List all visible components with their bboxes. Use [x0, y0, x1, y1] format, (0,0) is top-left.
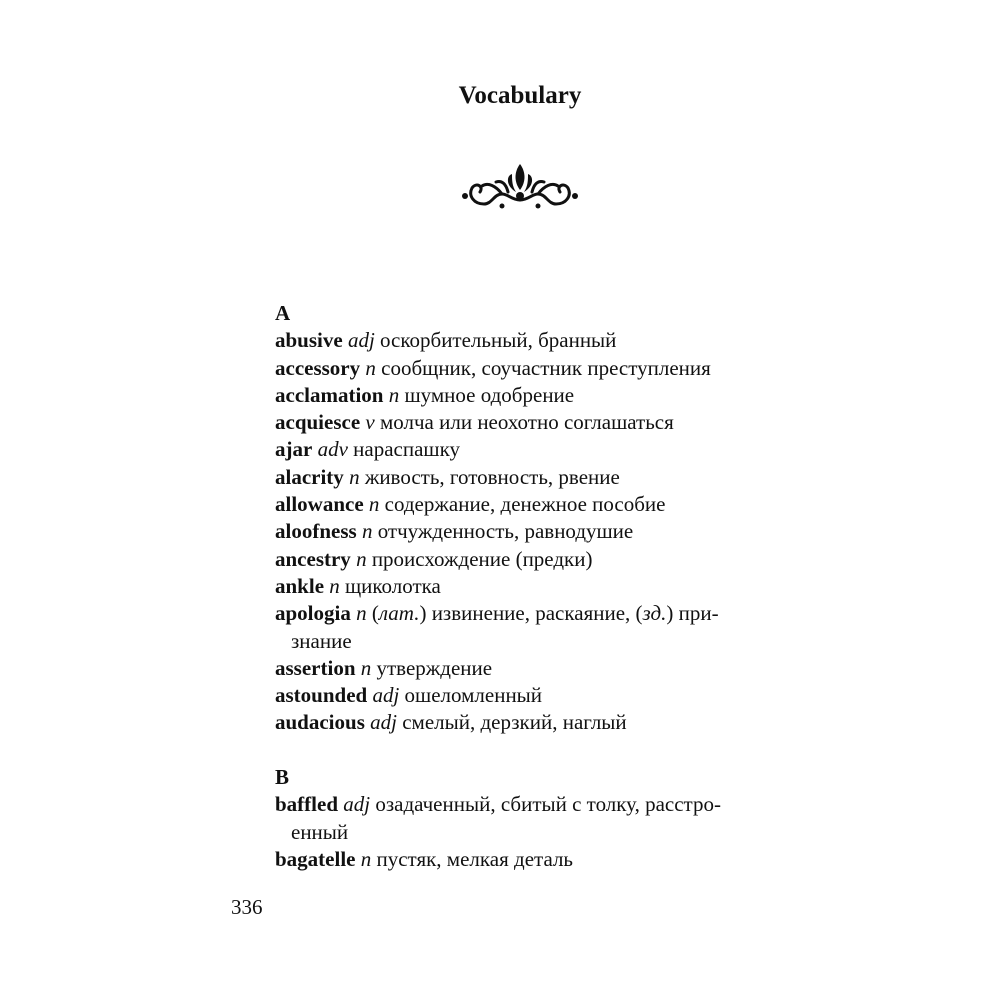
vocabulary-entry [275, 491, 795, 518]
grammar-label: n [360, 655, 372, 680]
definition: содержание, денежное пособие [379, 492, 666, 517]
definition: смелый, дерзкий, наглый [396, 710, 627, 735]
headword: aloofness [275, 519, 357, 544]
section-letter: B [275, 765, 290, 790]
grammar-label: adj [372, 683, 400, 708]
grammar-label: n [388, 382, 400, 407]
vocabulary-entry [275, 655, 795, 682]
grammar-label: n [356, 601, 367, 626]
vocabulary-entry [275, 709, 795, 736]
headword: apologia [275, 601, 351, 626]
definition: ошеломленный [399, 683, 543, 708]
definition: ) при- [666, 601, 719, 626]
definition: сообщник, соучастник преступления [375, 355, 711, 380]
headword: acclamation [275, 382, 384, 407]
headword: acquiesce [275, 410, 361, 435]
grammar-label: adj [343, 792, 371, 817]
entry-continuation: знание [291, 628, 352, 653]
definition: живость, готовность, рвение [359, 464, 620, 489]
definition: утверждение [371, 655, 493, 680]
entry-continuation: енный [291, 819, 349, 844]
grammar-label: adv [317, 437, 348, 462]
vocabulary-entry [275, 436, 795, 463]
grammar-label: v [365, 410, 375, 435]
vocabulary-list [275, 300, 795, 873]
grammar-label: n [365, 355, 376, 380]
grammar-label: adj [347, 328, 375, 353]
definition: нараспашку [347, 437, 460, 462]
definition: отчужденность, равнодушие [372, 519, 634, 544]
grammar-label: n [360, 846, 372, 871]
section-gap [275, 737, 795, 764]
headword: accessory [275, 355, 361, 380]
headword: astounded [275, 683, 368, 708]
definition: происхождение (предки) [366, 546, 593, 571]
grammar-label: зд. [642, 601, 667, 626]
definition: ) извинение, раскаяние, ( [419, 601, 643, 626]
headword: ajar [275, 437, 313, 462]
definition: оскорбительный, бранный [374, 328, 617, 353]
headword: allowance [275, 492, 364, 517]
vocabulary-entry [275, 573, 795, 600]
definition: пустяк, мелкая деталь [371, 846, 574, 871]
grammar-label: n [361, 519, 373, 544]
vocabulary-entry [275, 464, 795, 491]
vocabulary-entry [275, 409, 795, 436]
page-title: Vocabulary [458, 82, 582, 109]
grammar-label: n [368, 492, 380, 517]
vocabulary-entry [275, 355, 795, 382]
vocabulary-entry [275, 546, 795, 573]
headword: bagatelle [275, 846, 356, 871]
floral-ornament-icon [462, 160, 578, 212]
vocabulary-entry [275, 518, 795, 545]
headword: alacrity [275, 464, 344, 489]
headword: ankle [275, 573, 325, 598]
section-letter: A [275, 301, 291, 325]
definition: озадаченный, сбитый с толку, расстро- [370, 792, 721, 817]
grammar-label: n [329, 573, 340, 598]
headword: assertion [275, 655, 356, 680]
headword: audacious [275, 710, 365, 735]
vocabulary-entry [275, 382, 795, 409]
definition: щиколотка [339, 573, 441, 598]
vocabulary-entry [275, 682, 795, 709]
vocabulary-entry [275, 791, 795, 818]
definition: шумное одобрение [399, 382, 575, 407]
headword: baffled [275, 792, 338, 817]
headword: abusive [275, 328, 343, 353]
vocabulary-entry [275, 846, 795, 873]
grammar-label: n [356, 546, 367, 571]
page-number: 336 [231, 895, 263, 919]
grammar-label: лат. [378, 601, 420, 626]
vocabulary-entry [275, 600, 795, 627]
definition: молча или неохотно соглашаться [374, 410, 674, 435]
vocabulary-entry [275, 327, 795, 354]
headword: ancestry [275, 546, 351, 571]
definition: ( [366, 601, 379, 626]
grammar-label: n [349, 464, 360, 489]
grammar-label: adj [370, 710, 397, 735]
